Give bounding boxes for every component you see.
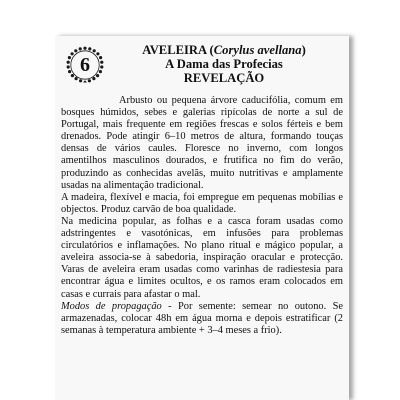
- plant-title: [113, 43, 335, 57]
- propagation-text: - Por semente: semear no outono. Se armazenadas, colocar 48h em água morna e depois estratificar (2 semanas à temperatura ambiente + 3–4 meses a frio).: [61, 300, 343, 336]
- plant-title-close: ): [301, 43, 306, 57]
- description-paragraph: Arbusto ou pequena árvore caducifólia, comum em bosques húmidos, sebes e galerias ripícolas de norte a sul de Portugal, mais frequente em regiões frescas e solos férteis e bem drenados. Pode atingir 6–10 metros de altura, formando touças densas de vários caules. Floresce no inverno, com longos amentilhos masculinos dourados, e frutifica no fim do verão, produzindo as conhecidas avelãs, muito nutritivas e amplamente usadas na alimentação tradicional.: [61, 95, 343, 191]
- badge-number: 6: [80, 54, 90, 76]
- propagation-paragraph: [61, 301, 343, 337]
- plant-card: [55, 36, 349, 400]
- medicine-paragraph: Na medicina popular, as folhas e a casca foram usadas como adstringentes e vasotónicas, em infusões para problemas circulatórios e inflamações. No plano ritual e mágico popular, a aveleira associa-se à sabedoria, inspiração oracular e protecção. Varas de aveleira eram usadas como varinhas de radiestesia para encontrar água e limites ocultos, e os ramos eram colocados em casas e currais para afastar o mal.: [61, 215, 343, 300]
- propagation-label: Modos de propagação: [61, 300, 162, 312]
- card-header: [113, 43, 335, 85]
- plant-latin-name: Corylus avellana: [213, 43, 302, 57]
- number-badge: [65, 45, 105, 85]
- plant-subtitle: A Dama das Profecias: [165, 57, 283, 71]
- plant-common-name: AVELEIRA (: [142, 43, 214, 57]
- wood-paragraph: A madeira, flexível e macia, foi empregue em pequenas mobílias e objectos. Produz carvão de boa qualidade.: [61, 191, 343, 215]
- card-body: [61, 95, 343, 337]
- plant-category: REVELAÇÃO: [183, 71, 265, 85]
